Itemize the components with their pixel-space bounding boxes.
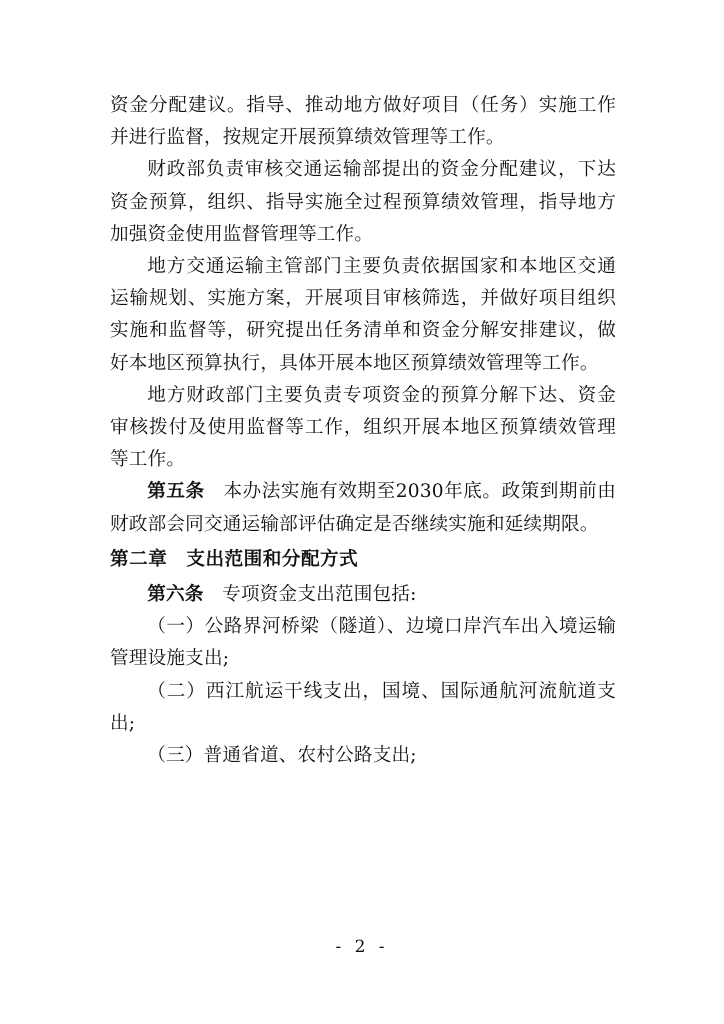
document-body [110, 90, 616, 772]
paragraph-continuation: 资金分配建议。指导、推动地方做好项目（任务）实施工作并进行监督，按规定开展预算绩效管理等工作。 [110, 95, 616, 149]
page-number: - 2 - [335, 937, 389, 957]
list-item-1: （一）公路界河桥梁（隧道）、边境口岸汽车出入境运输管理设施支出; [110, 616, 616, 670]
article-six-label: 第六条 [147, 584, 204, 606]
article-five [110, 476, 616, 540]
article-five-text: 本办法实施有效期至2030年底。政策到期前由财政部会同交通运输部评估确定是否继续实施和延续期限。 [110, 481, 616, 535]
article-six [110, 579, 616, 611]
list-item-2: （二）西江航运干线支出，国境、国际通航河流航道支出; [110, 680, 616, 734]
paragraph-local-transport-dept: 地方交通运输主管部门主要负责依据国家和本地区交通运输规划、实施方案，开展项目审核筛选，并做好项目组织实施和监督等，研究提出任务清单和资金分解安排建议，做好本地区预算执行，具体开展本地区预算绩效管理等工作。 [110, 256, 616, 374]
article-five-label: 第五条 [147, 481, 205, 503]
article-six-text: 专项资金支出范围包括: [222, 584, 417, 606]
list-item-3: （三）普通省道、农村公路支出; [147, 745, 417, 767]
paragraph-local-finance-dept: 地方财政部门主要负责专项资金的预算分解下达、资金审核拨付及使用监督等工作，组织开展本地区预算绩效管理等工作。 [110, 384, 616, 471]
paragraph-ministry-of-finance: 财政部负责审核交通运输部提出的资金分配建议，下达资金预算，组织、指导实施全过程预算绩效管理，指导地方加强资金使用监督管理等工作。 [110, 159, 616, 245]
chapter-title: 第二章 支出范围和分配方式 [110, 548, 359, 570]
